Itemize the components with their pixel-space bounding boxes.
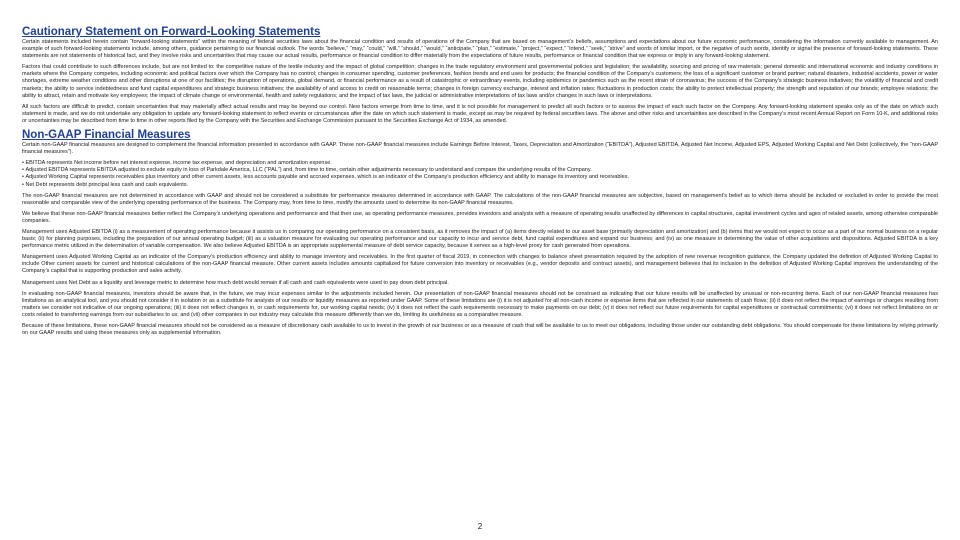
- non-gaap-paragraph-5: Management uses Net Debt as a liquidity and leverage metric to determine how much debt would remain if all cash and cash equivalents were used to pay down debt principal.: [22, 279, 449, 286]
- page-number: 2: [477, 522, 483, 531]
- list-item: • EBITDA represents Net income before net interest expense, income tax expense, and depreciation and amortization expense.: [22, 160, 938, 167]
- cautionary-heading: Cautionary Statement on Forward-Looking Statements: [22, 26, 321, 38]
- list-item: • Net Debt represents debt principal less cash and cash equivalents.: [22, 182, 938, 189]
- non-gaap-paragraph-2: We believe that these non-GAAP financial measures better reflect the Company’s underlying operations and performance and that their use, as operating performance measures, provides investors and analysts with a measure of operating results unaffected by differences in capital structures, capital investment cycles and ages of related assets, among otherwise comparable companies.: [22, 210, 938, 224]
- non-gaap-paragraph-3: Management uses Adjusted EBITDA (i) as a measurement of operating performance because it assists us in comparing our operating performance on a consistent basis, as it removes the impact of (a) items directly related to our asset base (primarily depreciation and amortization) and (b) items that we would not expect to occur as a part of our normal business on a regular basis; (ii) for planning purposes, including the preparation of our annual operating budget; (iii) as a valuation measure for evaluating our operating performance and our capacity to incur and service debt, fund capital expenditures and expand our business; and (iv) as one measure in determining the value of other acquisitions and dispositions. Adjusted EBITDA is a key performance metric utilized in the determination of variable compensation. We also believe Adjusted EBITDA is an appropriate supplemental measure of debt service capacity, because it serves as a high-level proxy for cash generated from operations.: [22, 228, 938, 250]
- non-gaap-paragraph-6: In evaluating non-GAAP financial measures, investors should be aware that, in the future, we may incur expenses similar to the adjustments included herein. Our presentation of non-GAAP financial measures should not be construed as indicating that our future results will be unaffected by unusual or non-recurring items. Each of our non-GAAP financial measures has limitations as an analytical tool, and you should not consider it in isolation or as a substitute for analysis of our results or liquidity measures as reported under GAAP. Some of these limitations are (i) it is not adjusted for all non-cash income or expense items that are reflected in our statements of cash flows; (ii) it does not reflect the impact of earnings or charges resulting from matters we consider not indicative of our ongoing operations; (iii) it does not reflect changes in, or cash requirements for, our working capital needs; (iv) it does not reflect the cash requirements necessary to make payments on our debt; (v) it does not reflect our future requirements for capital expenditures or contractual commitments; (vi) it does not reflect limitations on or costs related to transferring earnings from our subsidiaries to us; and (vii) other companies in our industry may calculate this measure differently than we do, limiting its usefulness as a comparative measure.: [22, 290, 938, 318]
- list-item: • Adjusted Working Capital represents receivables plus inventory and other current assets, less accounts payable and accrued expenses, which is an indicator of the Company’s production efficiency and ability to manage its inventory and receivables.: [22, 174, 938, 181]
- non-gaap-paragraph-7: Because of these limitations, these non-GAAP financial measures should not be considered as a measure of discretionary cash available to us to invest in the growth of our business or as a measure of cash that will be available to us to meet our obligations, including those under our outstanding debt obligations. You should compensate for these limitations by relying primarily on our GAAP results and using these measures only as supplemental information.: [22, 323, 938, 337]
- cautionary-paragraph-3: All such factors are difficult to predict, contain uncertainties that may materially affect actual results and may be beyond our control. New factors emerge from time to time, and it is not possible for management to predict all such factors or to assess the impact of each such factor on the Company. Any forward-looking statement speaks only as of the date on which such statement is made, and we do not undertake any obligation to update any forward-looking statement to reflect events or circumstances after the date on which such statement is made, except as may be required by federal securities laws. The above and other risks and uncertainties are described in the Company’s most recent Annual Report on Form 10-K, and additional risks or uncertainties may be described from time to time in other reports filed by the Company with the Securities and Exchange Commission pursuant to the Securities Exchange Act of 1934, as amended.: [22, 103, 938, 124]
- non-gaap-paragraph-1: The non-GAAP financial measures are not determined in accordance with GAAP and should not be considered a substitute for performance measures determined in accordance with GAAP. The calculations of the non-GAAP financial measures are subjective, based on management’s belief as to which items should be included or excluded in order to provide the most reasonable and comparable view of the underlying operating performance of the business. The Company may, from time to time, modify the amounts used to determine its non-GAAP financial measures.: [22, 192, 938, 206]
- non-gaap-heading: Non-GAAP Financial Measures: [22, 129, 191, 142]
- non-gaap-definitions-list: [22, 160, 938, 188]
- non-gaap-paragraph-4: Management uses Adjusted Working Capital as an indicator of the Company’s production efficiency and ability to manage inventory and receivables. In the first quarter of fiscal 2019, in connection with changes to balance sheet presentation required by the adoption of new revenue recognition guidance, the Company updated the definition of Adjusted Working Capital to include Other current assets for current and historical calculations of the non-GAAP financial measure. Other current assets includes amounts capitalized for future conversion into inventory or receivables (e.g., vendor deposits and contract assets), and management believes that its inclusion in the definition of Adjusted Working Capital improves the understanding of the Company’s capital that is supporting production and sales activity.: [22, 254, 938, 275]
- non-gaap-intro: Certain non-GAAP financial measures are designed to complement the financial information presented in accordance with GAAP. These non-GAAP financial measures include Earnings Before Interest, Taxes, Depreciation and Amortization (“EBITDA”), Adjusted EBITDA, Adjusted Net Income, Adjusted EPS, Adjusted Working Capital and Net Debt (collectively, the “non-GAAP financial measures”).: [22, 142, 938, 156]
- cautionary-paragraph-2: Factors that could contribute to such differences include, but are not limited to: the competitive nature of the textile industry and the impact of global competition; changes in the trade regulatory environment and governmental policies and legislation; the availability, sourcing and pricing of raw materials; general domestic and international economic and industry conditions in markets where the Company competes, including economic and political factors over which the Company has no control; changes in consumer spending, customer preferences, fashion trends and end uses for products; the financial condition of the Company’s customers; the loss of a significant customer or brand partner; natural disasters, industrial accidents, power or water shortages, extreme weather conditions and other disruptions at one of our facilities; the disruption of operations, global demand, or financial performance as a result of catastrophic or extraordinary events, including epidemics or pandemics such as the recent strain of coronavirus; the success of the Company’s strategic business initiatives; the volatility of financial and credit markets; the ability to service indebtedness and fund capital expenditures and strategic business initiatives; the availability of and access to credit on reasonable terms; changes in foreign currency exchange, interest and inflation rates; fluctuations in production costs; the ability to protect intellectual property; the strength and reputation of our brands; employee relations; the ability to attract, retain and motivate key employees; the impact of climate change or environmental, health and safety regulations; and the impact of tax laws, the judicial or administrative interpretations of tax laws and/or changes in such laws or interpretations.: [22, 64, 938, 99]
- cautionary-paragraph-1: Certain statements included herein contain “forward-looking statements” within the meaning of federal securities laws about the financial condition and results of operations of the Company that are based on management’s beliefs, assumptions and expectations about our future economic performance, considering the information currently available to management. An example of such forward-looking statements include, among others, guidance pertaining to our financial outlook. The words “believe,” “may,” “could,” “will,” “should,” “would,” “anticipate,” “plan,” “estimate,” “project,” “expect,” “intend,” “seek,” “strive” and words of similar import, or the negative of such words, identify or signal the presence of forward-looking statements. These statements are not statements of historical fact, and they involve risks and uncertainties that may cause our actual results, performance or financial condition to differ materially from the expectations of future results, performance or financial condition that we express or imply in any forward-looking statement.: [22, 39, 938, 60]
- list-item: • Adjusted EBITDA represents EBITDA adjusted to exclude equity in loss of Parkdale America, LLC (“PAL”) and, from time to time, certain other adjustments necessary to understand and compare the underlying results of the Company.: [22, 167, 938, 174]
